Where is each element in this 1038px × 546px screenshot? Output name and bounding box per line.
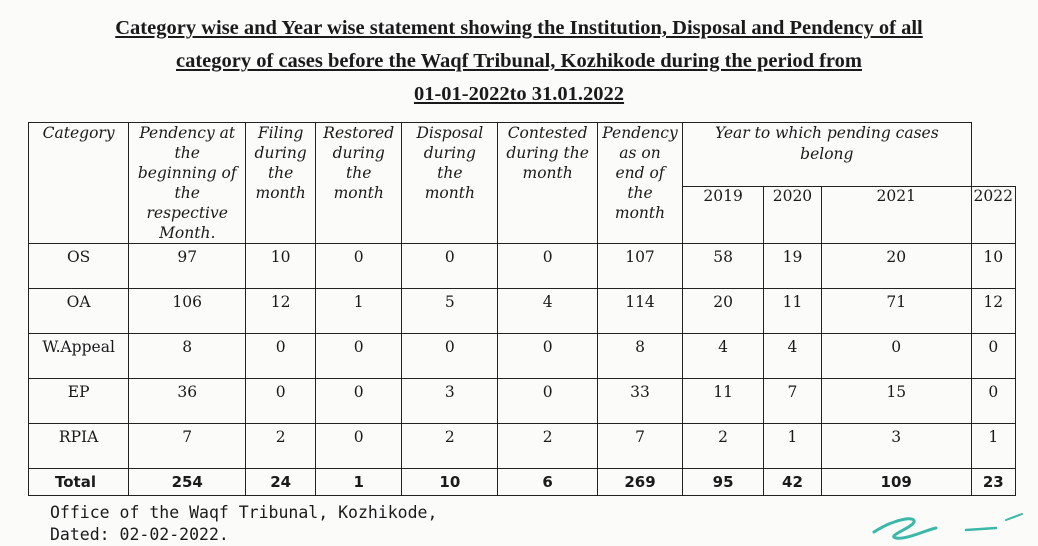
signature-scribble <box>866 508 1026 544</box>
value-cell: 109 <box>821 469 971 496</box>
value-cell: 2 <box>246 424 316 469</box>
value-cell: 0 <box>316 379 402 424</box>
value-cell: 7 <box>129 424 246 469</box>
value-cell: 19 <box>764 244 822 289</box>
table-row <box>29 334 1016 379</box>
header-category: Category <box>29 123 129 244</box>
header-year-2020: 2020 <box>764 187 822 244</box>
category-cell: W.Appeal <box>29 334 129 379</box>
value-cell: 0 <box>971 334 1015 379</box>
value-cell: 23 <box>971 469 1015 496</box>
value-cell: 2 <box>498 424 598 469</box>
value-cell: 0 <box>498 379 598 424</box>
table-body <box>29 244 1016 496</box>
value-cell: 3 <box>402 379 498 424</box>
value-cell: 1 <box>316 469 402 496</box>
value-cell: 8 <box>597 334 682 379</box>
header-year-2022: 2022 <box>971 187 1015 244</box>
value-cell: 36 <box>129 379 246 424</box>
value-cell: 0 <box>316 334 402 379</box>
category-cell: Total <box>29 469 129 496</box>
value-cell: 0 <box>316 244 402 289</box>
table-row <box>29 379 1016 424</box>
value-cell: 2 <box>402 424 498 469</box>
value-cell: 0 <box>402 334 498 379</box>
value-cell: 12 <box>246 289 316 334</box>
value-cell: 1 <box>764 424 822 469</box>
value-cell: 24 <box>246 469 316 496</box>
total-row <box>29 469 1016 496</box>
header-disposal: Disposal during the month <box>402 123 498 244</box>
value-cell: 5 <box>402 289 498 334</box>
statement-table <box>28 122 1016 496</box>
table-row <box>29 244 1016 289</box>
value-cell: 10 <box>402 469 498 496</box>
category-cell: OA <box>29 289 129 334</box>
value-cell: 1 <box>971 424 1015 469</box>
value-cell: 10 <box>971 244 1015 289</box>
value-cell: 20 <box>821 244 971 289</box>
value-cell: 20 <box>683 289 764 334</box>
value-cell: 0 <box>498 334 598 379</box>
value-cell: 33 <box>597 379 682 424</box>
category-cell: OS <box>29 244 129 289</box>
value-cell: 0 <box>316 424 402 469</box>
value-cell: 7 <box>764 379 822 424</box>
header-restored: Restored during the month <box>316 123 402 244</box>
value-cell: 7 <box>597 424 682 469</box>
value-cell: 0 <box>246 379 316 424</box>
value-cell: 0 <box>971 379 1015 424</box>
header-year-2019: 2019 <box>683 187 764 244</box>
value-cell: 95 <box>683 469 764 496</box>
value-cell: 107 <box>597 244 682 289</box>
value-cell: 2 <box>683 424 764 469</box>
value-cell: 11 <box>683 379 764 424</box>
document-title <box>0 12 1038 111</box>
value-cell: 6 <box>498 469 598 496</box>
title-line-1: Category wise and Year wise statement showing the Institution, Disposal and Pendency of all <box>115 17 923 39</box>
category-cell: EP <box>29 379 129 424</box>
value-cell: 58 <box>683 244 764 289</box>
value-cell: 0 <box>498 244 598 289</box>
title-line-2: category of cases before the Waqf Tribunal, Kozhikode during the period from <box>176 50 862 72</box>
value-cell: 0 <box>821 334 971 379</box>
value-cell: 15 <box>821 379 971 424</box>
value-cell: 106 <box>129 289 246 334</box>
value-cell: 0 <box>246 334 316 379</box>
value-cell: 10 <box>246 244 316 289</box>
value-cell: 8 <box>129 334 246 379</box>
header-pendency-end: Pendency as on end of the month <box>597 123 682 244</box>
value-cell: 254 <box>129 469 246 496</box>
table-row <box>29 289 1016 334</box>
header-year-2021: 2021 <box>821 187 971 244</box>
header-pendency-begin: Pendency at the beginning of the respective Month. <box>129 123 246 244</box>
header-filing: Filing during the month <box>246 123 316 244</box>
value-cell: 114 <box>597 289 682 334</box>
value-cell: 4 <box>498 289 598 334</box>
value-cell: 0 <box>402 244 498 289</box>
value-cell: 1 <box>316 289 402 334</box>
value-cell: 12 <box>971 289 1015 334</box>
footer-office: Office of the Waqf Tribunal, Kozhikode, <box>50 503 438 522</box>
value-cell: 4 <box>683 334 764 379</box>
value-cell: 3 <box>821 424 971 469</box>
value-cell: 97 <box>129 244 246 289</box>
header-contested: Contested during the month <box>498 123 598 244</box>
category-cell: RPIA <box>29 424 129 469</box>
value-cell: 269 <box>597 469 682 496</box>
value-cell: 11 <box>764 289 822 334</box>
value-cell: 4 <box>764 334 822 379</box>
header-year-group: Year to which pending cases belong <box>683 123 971 187</box>
footer <box>50 502 437 546</box>
table-row <box>29 424 1016 469</box>
title-line-3: 01-01-2022to 31.01.2022 <box>413 83 625 105</box>
value-cell: 71 <box>821 289 971 334</box>
value-cell: 42 <box>764 469 822 496</box>
footer-date: Dated: 02-02-2022. <box>50 525 229 544</box>
